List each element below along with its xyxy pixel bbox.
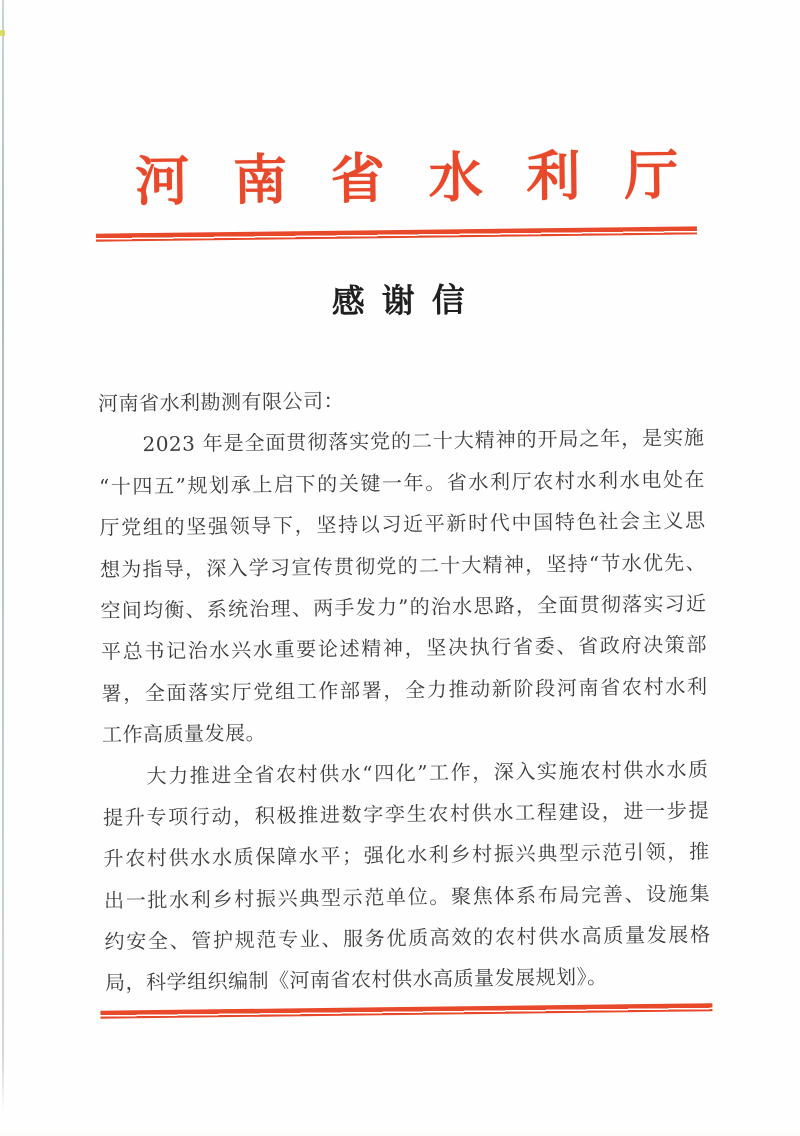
body-line: 2023 年是全面贯彻落实党的二十大精神的开局之年，是实施	[142, 425, 705, 457]
body-line: 署，全面落实厅党组工作部署，全力推动新阶段河南省农村水利	[101, 673, 708, 706]
salutation-line: 河南省水利勘测有限公司：	[97, 388, 345, 416]
letter-title-char: 信	[431, 280, 466, 320]
letter-title	[332, 282, 465, 320]
body-line: 空间均衡、系统治理、两手发力”的治水思路，全面贯彻落实习近	[100, 591, 707, 623]
letterhead-char: 水	[428, 144, 484, 210]
body-line: 局，科学组织编制《河南省农村供水高质量发展规划》。	[104, 964, 608, 996]
letter-body	[98, 376, 712, 1004]
letterhead-char: 利	[526, 143, 581, 209]
letter-title-char: 感	[331, 281, 366, 321]
letterhead-title	[134, 142, 679, 214]
body-line: 升农村供水水质保障水平；强化水利乡村振兴典型示范引领，推	[103, 839, 710, 871]
body-line: 平总书记治水兴水重要论述精神，坚决执行省委、省政府决策部	[100, 632, 708, 665]
body-line: 提升专项行动，积极推进数字孪生农村供水工程建设，进一步提	[102, 798, 710, 830]
body-line: 厅党组的坚强领导下，坚持以习近平新时代中国特色社会主义思	[99, 508, 706, 540]
body-line: 出一批水利乡村振兴典型示范单位。聚焦体系布局完善、设施集	[103, 880, 711, 913]
body-line: 工作高质量发展。	[101, 720, 267, 747]
body-line: 大力推进全省农村供水“四化”工作，深入实施农村供水水质	[146, 756, 709, 788]
letterhead-char: 河	[134, 148, 190, 214]
letter-title-char: 谢	[381, 280, 416, 321]
body-line: “十四五”规划承上启下的关键一年。省水利厅农村水利水电处在	[98, 467, 706, 499]
letterhead-divider-rule	[96, 226, 697, 241]
letterhead-char: 南	[232, 147, 288, 213]
letterhead-char: 省	[330, 146, 386, 211]
letterhead-char: 厅	[623, 142, 679, 208]
body-line: 约安全、管护规范专业、服务优质高效的农村供水高质量发展格	[104, 922, 711, 954]
footer-divider-rule	[100, 1003, 712, 1018]
body-line: 想为指导，深入学习宣传贯彻党的二十大精神，坚持“节水优先、	[99, 549, 707, 582]
